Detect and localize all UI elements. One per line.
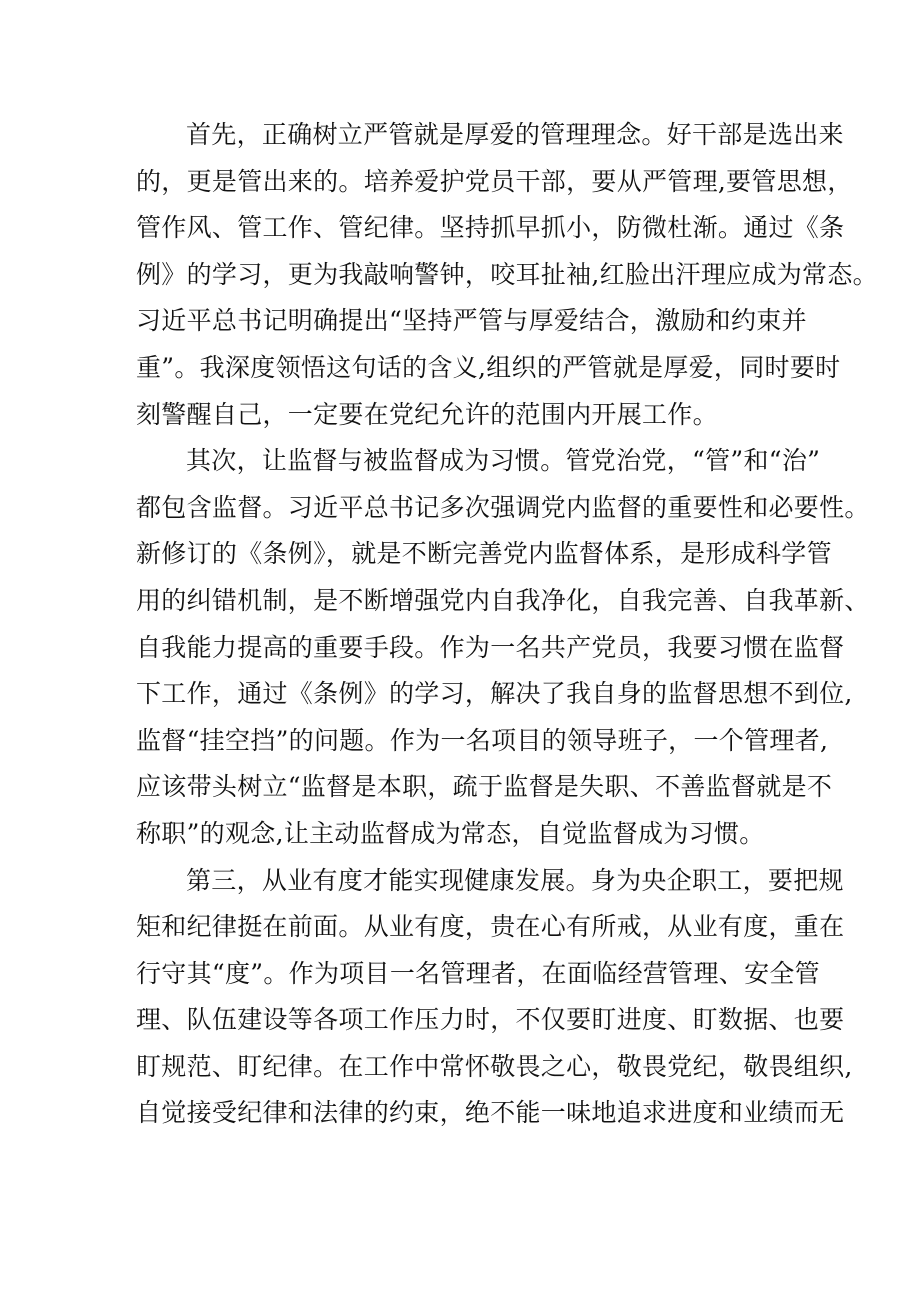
text-line: 例》的学习，更为我敲响警钟，咬耳扯袖,红脸出汗理应成为常态。 — [136, 259, 878, 289]
text-line: 的，更是管出来的。培养爱护党员干部，要从严管理,要管思想， — [136, 166, 853, 196]
text-line: 首先，正确树立严管就是厚爱的管理理念。好干部是选出来 — [186, 120, 844, 149]
text-line: 新修订的《条例》，就是不断完善党内监督体系，是形成科学管 — [136, 539, 832, 569]
text-line: 习近平总书记明确提出“坚持严管与厚爱结合，激励和约束并 — [136, 306, 807, 336]
text-line: 管作风、管工作、管纪律。坚持抓早抓小，防微杜渐。通过《条 — [136, 213, 845, 243]
text-line: 盯规范、盯纪律。在工作中常怀敬畏之心，敬畏党纪，敬畏组织, — [136, 1051, 853, 1081]
text-line: 应该带头树立“监督是本职，疏于监督是失职、不善监督就是不 — [136, 772, 833, 802]
text-line: 都包含监督。习近平总书记多次强调党内监督的重要性和必要性。 — [136, 492, 870, 522]
text-line: 用的纠错机制，是不断增强党内自我净化，自我完善、自我革新、 — [136, 585, 870, 615]
text-line: 其次，让监督与被监督成为习惯。管党治党，“管”和“治” — [186, 446, 821, 476]
text-line: 矩和纪律挺在前面。从业有度，贵在心有所戒，从业有度，重在 — [136, 912, 845, 942]
text-line: 第三，从业有度才能实现健康发展。身为央企职工，要把规 — [186, 865, 844, 895]
text-line: 下工作，通过《条例》的学习，解决了我自身的监督思想不到位, — [136, 679, 853, 709]
text-line: 刻警醒自己，一定要在党纪允许的范围内开展工作。 — [136, 399, 718, 429]
text-line: 称职”的观念,让主动监督成为常态，自觉监督成为习惯。 — [136, 818, 765, 848]
text-line: 监督“挂空挡”的问题。作为一名项目的领导班子，一个管理者, — [136, 725, 829, 755]
text-line: 自觉接受纪律和法律的约束，绝不能一味地追求进度和业绩而无 — [136, 1098, 845, 1128]
text-line: 行守其“度”。作为项目一名管理者，在面临经营管理、安全管 — [136, 958, 820, 988]
text-line: 理、队伍建设等各项工作压力时，不仅要盯进度、盯数据、也要 — [136, 1005, 845, 1035]
paragraph-supervision — [136, 438, 870, 857]
text-line: 重”。我深度领悟这句话的含义,组织的严管就是厚爱，同时要时 — [136, 352, 841, 382]
paragraph-strict-management — [136, 112, 878, 438]
paragraph-professional-conduct — [136, 858, 853, 1138]
document-page — [136, 112, 878, 1137]
text-line: 自我能力提高的重要手段。作为一名共产党员，我要习惯在监督 — [136, 632, 845, 662]
